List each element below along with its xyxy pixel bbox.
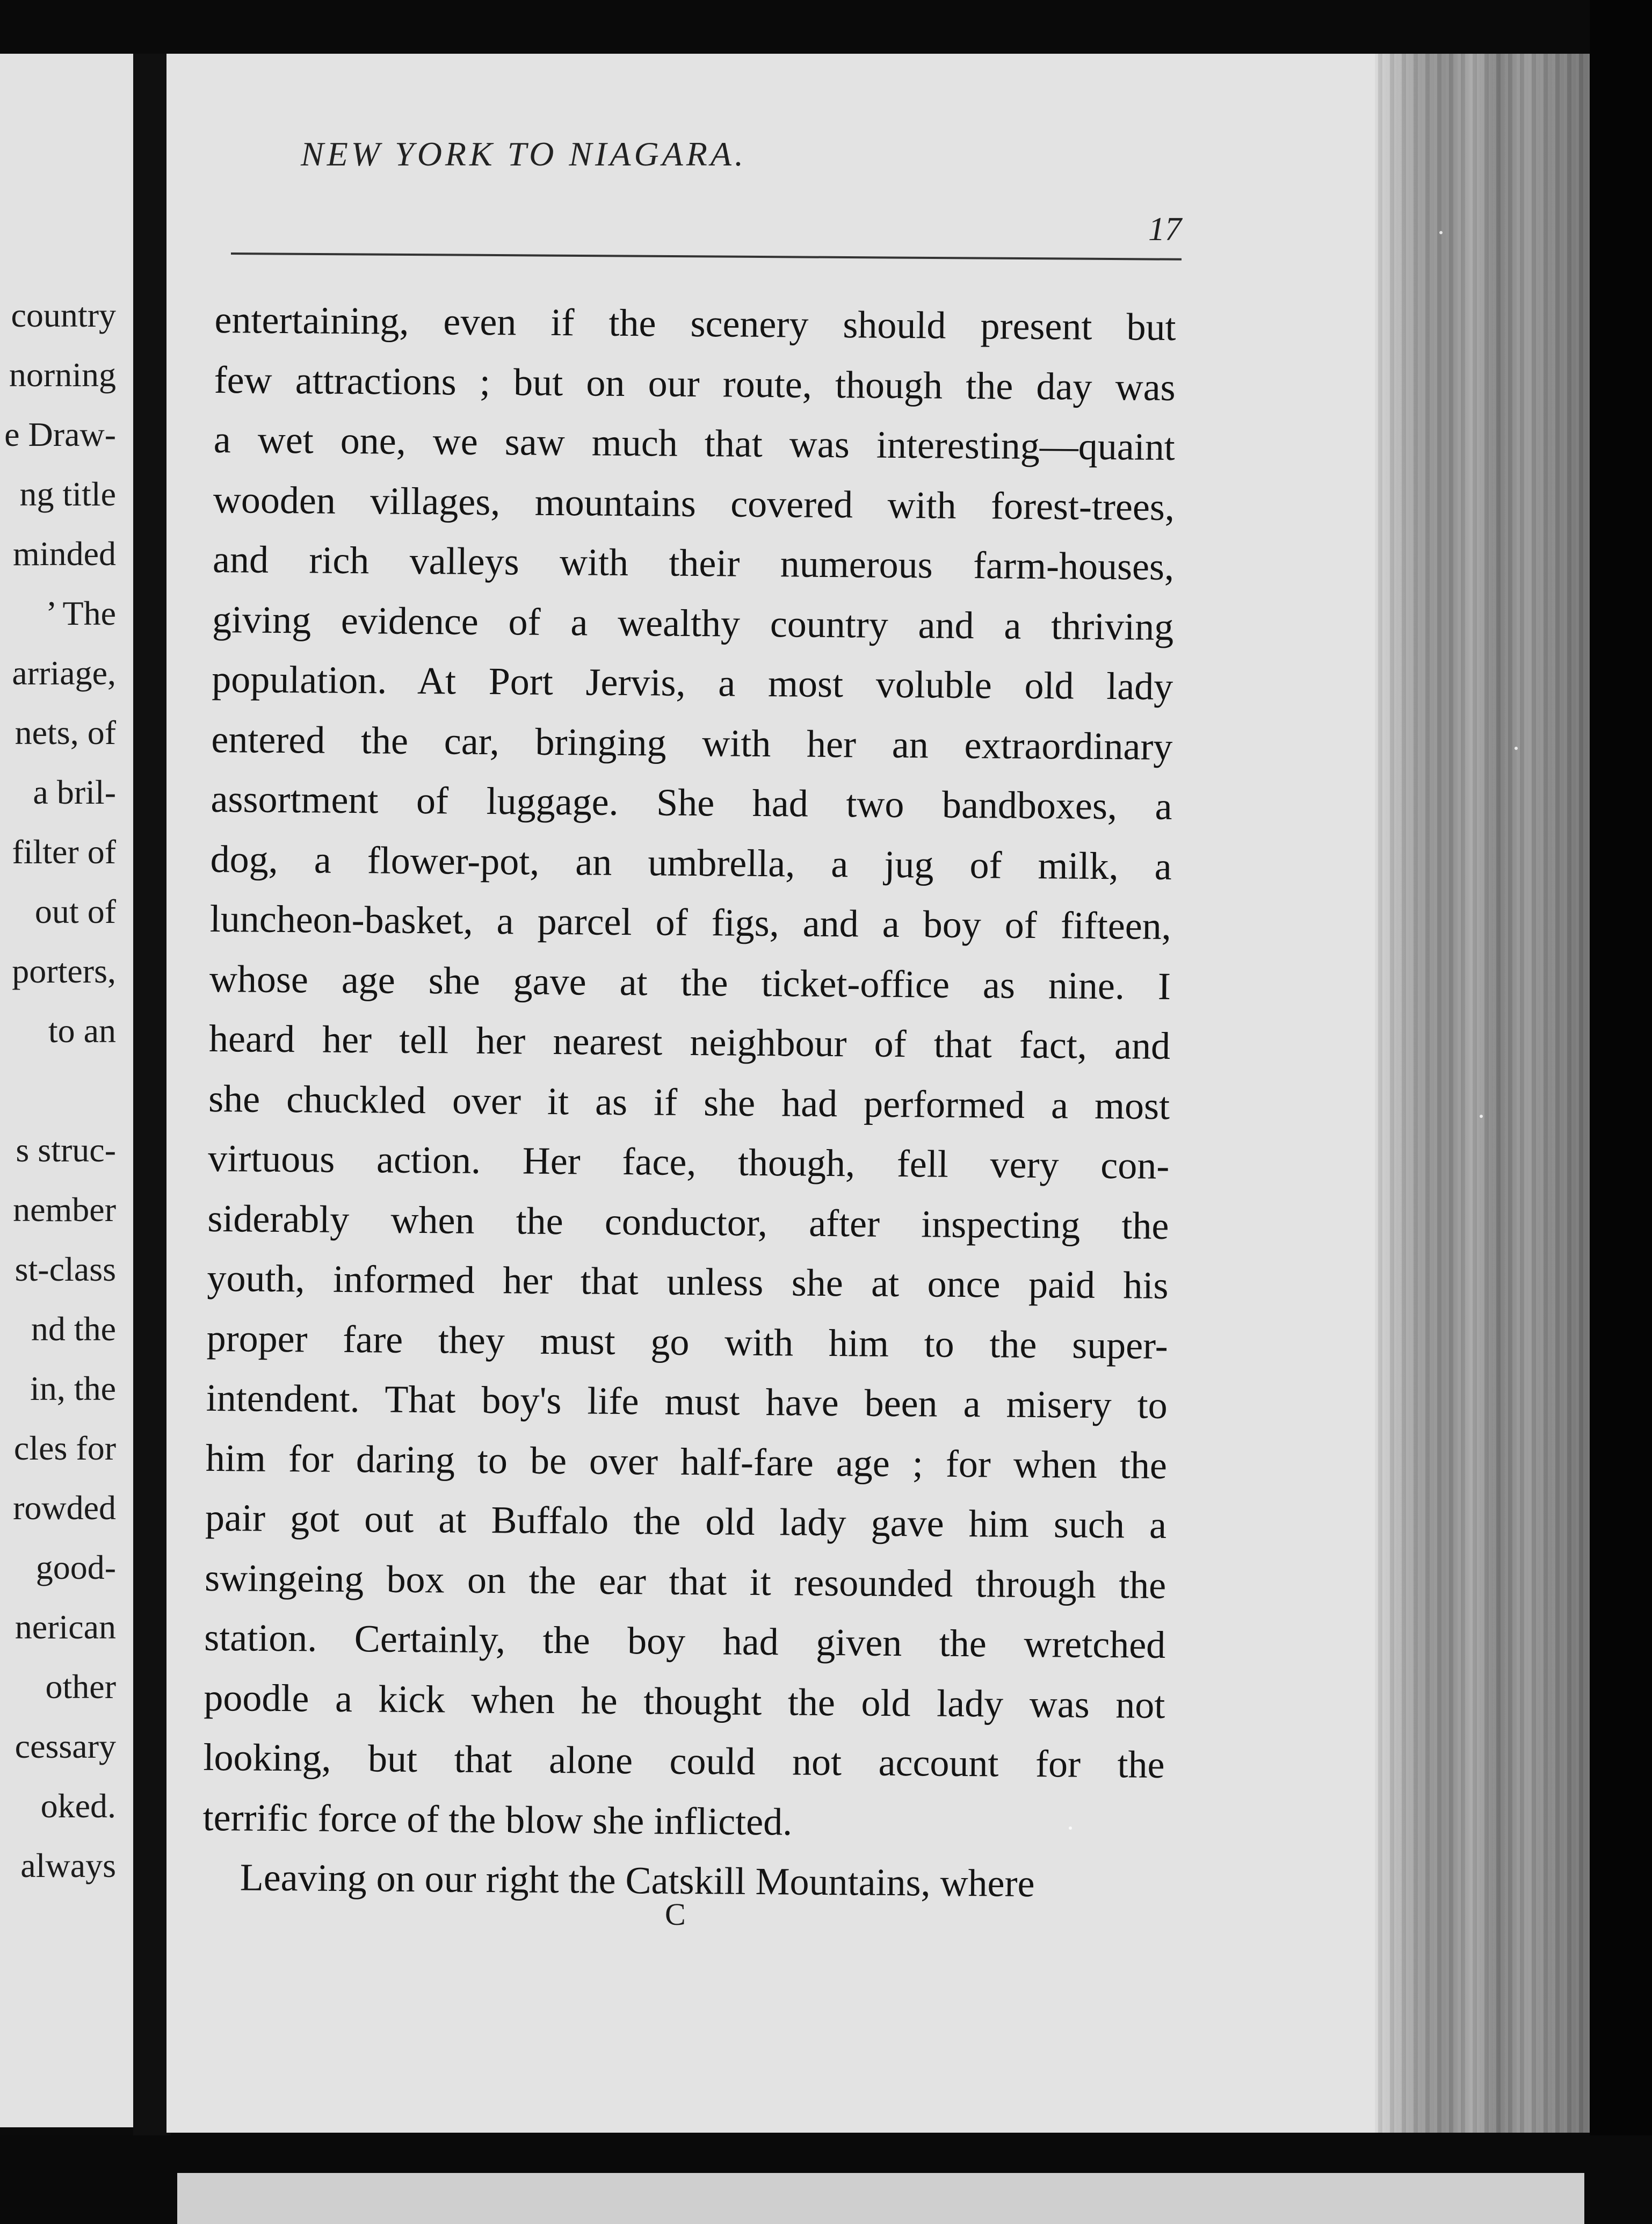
body-line: population. At Port Jervis, a most voluble old lady: [211, 657, 1173, 709]
left-page-line: to an: [48, 1012, 116, 1050]
body-line: entertaining, even if the scenery should present but: [214, 298, 1176, 349]
left-page-line: good-: [35, 1548, 116, 1586]
body-line: station. Certainly, the boy had given the wretched: [204, 1615, 1166, 1666]
body-line: luncheon-basket, a parcel of figs, and a boy of fifteen,: [209, 897, 1172, 948]
body-line: and rich valleys with their numerous farm-houses,: [212, 537, 1175, 589]
dust-speck: [1069, 1826, 1072, 1830]
body-line: pair got out at Buffalo the old lady gave him such a: [205, 1496, 1167, 1547]
left-page-line: a bril-: [33, 773, 116, 811]
left-page-line: ng title: [19, 475, 116, 513]
scan-top-border: [0, 0, 1652, 54]
body-line: whose age she gave at the ticket-office as nine. I: [209, 957, 1171, 1008]
page-edge-stack: [1375, 54, 1590, 2133]
left-page-line: rowded: [13, 1489, 116, 1527]
left-page-line: st-class: [15, 1250, 116, 1288]
body-line: she chuckled over it as if she had performed a most: [208, 1077, 1170, 1128]
body-line: him for daring to be over half-fare age ; for when the: [205, 1436, 1168, 1487]
next-page-edge: [177, 2173, 1584, 2224]
body-line: poodle a kick when he thought the old lady was not: [204, 1676, 1165, 1727]
body-line: virtuous action. Her face, though, fell very con-: [207, 1136, 1170, 1188]
left-page-line: nember: [13, 1190, 116, 1229]
left-page-line: cessary: [15, 1727, 116, 1765]
running-head: NEW YORK TO NIAGARA.: [301, 135, 747, 173]
left-page-fragment: [0, 54, 150, 2127]
dust-speck: [1515, 747, 1518, 750]
left-page-line: cles for: [13, 1429, 116, 1467]
left-page-line: porters,: [12, 952, 116, 990]
left-page-line: s struc-: [16, 1131, 116, 1169]
body-line: swingeing box on the ear that it resounded through the: [204, 1556, 1166, 1607]
body-line: heard her tell her nearest neighbour of that fact, and: [208, 1016, 1171, 1068]
left-page-line: nets, of: [15, 713, 116, 752]
left-page-line: oked.: [40, 1787, 116, 1825]
left-page-line: norning: [9, 356, 116, 394]
body-line: intendent. That boy's life must have been a misery to: [206, 1376, 1168, 1427]
body-line: entered the car, bringing with her an extraordinary: [211, 717, 1173, 768]
page-number: 17: [1148, 211, 1182, 248]
left-page-line: always: [20, 1846, 116, 1884]
body-text: [202, 290, 1176, 1915]
body-line: giving evidence of a wealthy country and a thriving: [212, 597, 1174, 648]
scan-right-border: [1590, 0, 1652, 2224]
body-line: wooden villages, mountains covered with forest-trees,: [213, 478, 1175, 529]
left-page-line: filter of: [12, 833, 116, 871]
left-page-line: out of: [34, 892, 116, 930]
body-line: few attractions ; but on our route, though the day was: [214, 358, 1176, 409]
left-page-line: other: [45, 1667, 116, 1706]
scan-bottom-border: [0, 2135, 1652, 2224]
book-gutter: [133, 54, 171, 2224]
body-line: dog, a flower-pot, an umbrella, a jug of milk, a: [210, 837, 1172, 888]
dust-speck: [1480, 1115, 1483, 1118]
left-page-line: in, the: [30, 1369, 116, 1407]
left-page-line: country: [11, 296, 116, 334]
body-line: looking, but that alone could not account for the: [203, 1735, 1165, 1786]
left-page-line: minded: [13, 535, 116, 573]
left-page-line: arriage,: [12, 654, 116, 692]
left-page-line: e Draw-: [4, 415, 116, 453]
body-line: assortment of luggage. She had two bandboxes, a: [211, 777, 1172, 828]
body-line: Leaving on our right the Catskill Mountains, where: [240, 1855, 1035, 1905]
body-line: siderably when the conductor, after inspecting the: [207, 1196, 1169, 1247]
body-line: proper fare they must go with him to the super-: [206, 1316, 1168, 1367]
left-page-line: nerican: [15, 1608, 116, 1646]
left-page-line: ’ The: [46, 594, 116, 632]
signature-mark: C: [665, 1897, 686, 1932]
body-line: a wet one, we saw much that was interesting—quaint: [213, 417, 1176, 469]
dust-speck: [1439, 231, 1443, 234]
body-line: youth, informed her that unless she at once paid his: [207, 1256, 1169, 1308]
left-page-line: nd the: [31, 1310, 116, 1348]
body-line: terrific force of the blow she inflicted.: [202, 1795, 793, 1844]
